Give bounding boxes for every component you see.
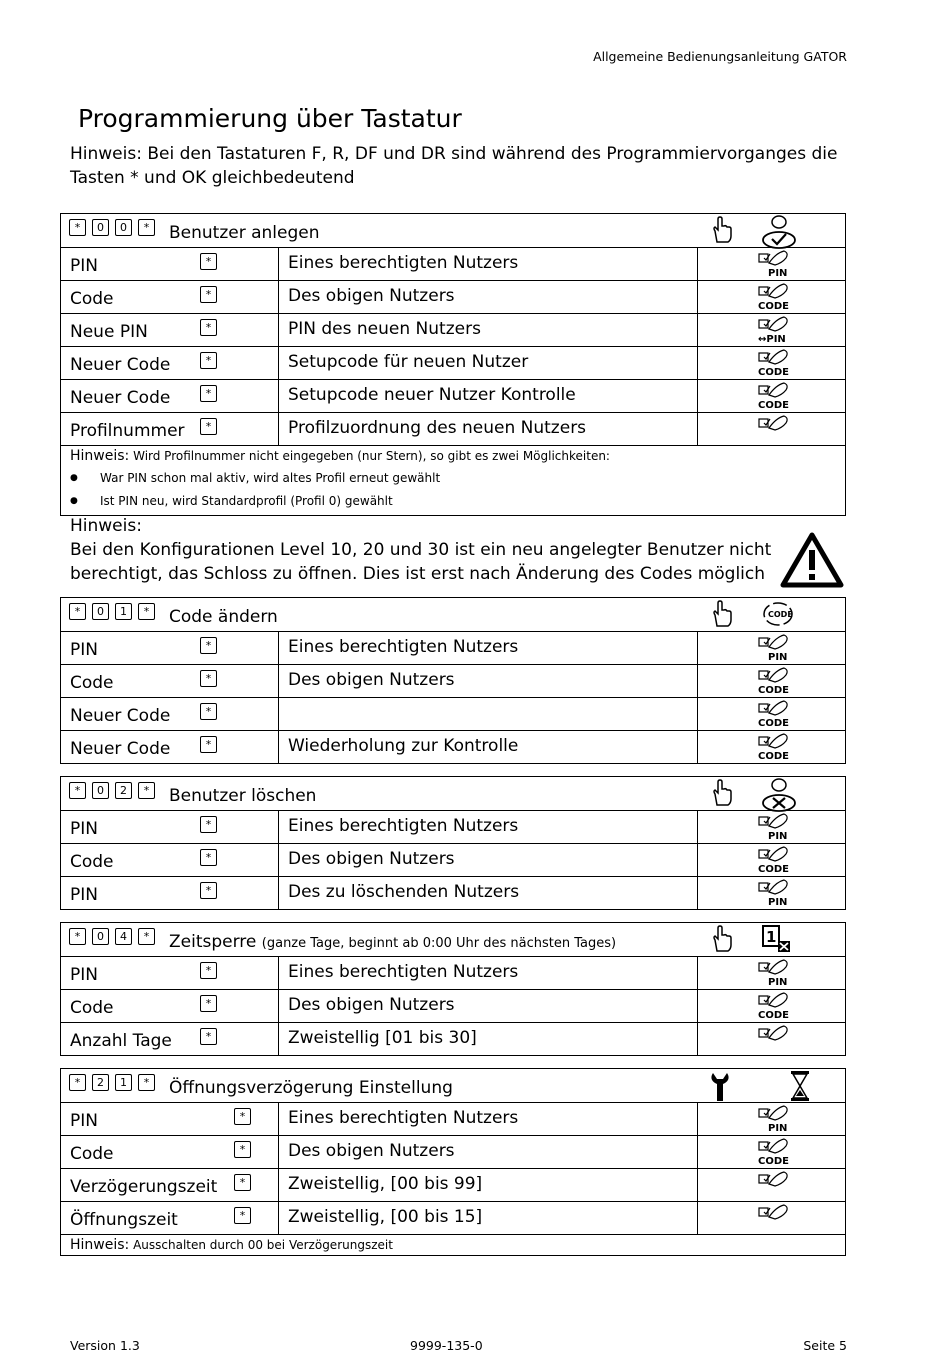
page-header: Allgemeine Bedienungsanleitung GATOR [593,49,847,64]
keypad-key: 0 [92,782,109,799]
section-table [60,213,846,516]
section-title-text: Benutzer löschen [169,786,317,806]
note-list [70,467,836,513]
section-table [60,776,846,910]
row-label: Code [70,998,114,1018]
row-description: Des obigen Nutzers [288,849,455,869]
keypad-key: * [200,418,217,435]
row-icon-cell [698,957,845,989]
time-lock-icon [761,924,793,958]
section-header [61,598,845,631]
table-row [61,247,845,280]
row-label: PIN [70,965,98,985]
key-sequence [69,1074,155,1091]
row-icon-cell [698,347,845,379]
keypad-entry-icon [756,666,796,700]
keypad-key: * [234,1108,251,1125]
hand-pointer-icon [709,600,735,632]
keypad-key: 2 [92,1074,109,1091]
row-icon-cell [698,698,845,730]
keypad-entry-icon [756,991,796,1025]
row-label-cell [61,844,279,876]
row-description: Eines berechtigten Nutzers [288,1108,519,1128]
keypad-key: * [200,816,217,833]
row-desc-cell [279,877,698,909]
keypad-key: * [200,995,217,1012]
row-icon-cell [698,1136,845,1168]
row-description: Eines berechtigten Nutzers [288,962,519,982]
keypad-key: * [234,1207,251,1224]
row-desc-cell [279,248,698,280]
keypad-entry-icon [756,381,796,415]
row-icon-cell [698,844,845,876]
warning-icon [780,532,844,588]
row-label-cell [61,347,279,379]
keypad-key: 0 [115,219,132,236]
row-icon-cell [698,314,845,346]
row-description: Des obigen Nutzers [288,995,455,1015]
table-row [61,412,845,445]
row-desc-cell [279,314,698,346]
keypad-key: * [200,882,217,899]
row-description: Des obigen Nutzers [288,286,455,306]
svg-text:CODE: CODE [768,610,793,619]
table-row [61,876,845,909]
section-title [169,786,316,806]
row-description: Zweistellig, [00 bis 15] [288,1207,483,1227]
row-label: PIN [70,640,98,660]
keypad-key: * [138,1074,155,1091]
keypad-key: 4 [115,928,132,945]
row-desc-cell [279,281,698,313]
row-label-cell [61,380,279,412]
table-row [61,1022,845,1055]
key-sequence [69,782,155,799]
row-description: Zweistellig, [00 bis 99] [288,1174,483,1194]
table-row [61,956,845,989]
keypad-entry-icon [756,1170,796,1204]
row-icon-cell [698,413,845,445]
keypad-key: * [234,1174,251,1191]
section-title-text: Benutzer anlegen [169,223,320,243]
row-desc-cell [279,698,698,730]
keypad-key: * [200,253,217,270]
list-item: ● Ist PIN neu, wird Standardprofil (Profil 0) gewählt [70,490,836,513]
footer-version: Version 1.3 [70,1338,140,1353]
keypad-key: 1 [115,603,132,620]
row-label-cell [61,248,279,280]
row-icon-cell [698,632,845,664]
row-desc-cell [279,380,698,412]
footer-page: Seite 5 [803,1338,847,1353]
note-text: Wird Profilnummer nicht eingegeben (nur Stern), so gibt es zwei Möglichkeiten: [133,449,610,463]
svg-text:PIN: PIN [768,977,788,988]
table-row [61,810,845,843]
intro-note: Hinweis: Bei den Tastaturen F, R, DF und DR sind während des Programmiervorganges die Tasten * und OK gleichbedeutend [70,144,838,188]
keypad-key: * [69,603,86,620]
keypad-key: * [200,670,217,687]
hand-pointer-icon [709,216,735,248]
row-desc-cell [279,413,698,445]
row-label-cell [61,281,279,313]
keypad-key: * [69,928,86,945]
keypad-entry-icon [756,315,796,349]
row-icon-cell [698,380,845,412]
row-label-cell [61,731,279,763]
keypad-key: * [234,1141,251,1158]
key-sequence [69,603,155,620]
svg-text:↔PIN: ↔PIN [758,334,786,345]
page-title: Programmierung über Tastatur [78,104,462,133]
keypad-key: * [138,603,155,620]
row-label: Neue PIN [70,322,148,342]
svg-text:PIN: PIN [768,652,788,663]
hand-pointer-icon [709,779,735,811]
row-desc-cell [279,1023,698,1055]
table-row [61,631,845,664]
row-label: Code [70,852,114,872]
row-label: Öffnungszeit [70,1210,178,1230]
row-desc-cell [279,1169,698,1201]
row-icon-cell [698,990,845,1022]
note-text: Ausschalten durch 00 bei Verzögerungszeit [133,1238,393,1252]
keypad-key: 1 [115,1074,132,1091]
section-title [169,223,320,243]
row-description: Zweistellig [01 bis 30] [288,1028,477,1048]
row-label: Anzahl Tage [70,1031,172,1051]
warning-label: Hinweis: [70,516,142,536]
section-header [61,1069,845,1102]
row-description: Profilzuordnung des neuen Nutzers [288,418,587,438]
svg-text:CODE: CODE [758,400,789,411]
keypad-entry-icon [756,633,796,667]
keypad-key: * [200,1028,217,1045]
keypad-entry-icon [756,282,796,316]
row-label-cell [61,314,279,346]
row-label: PIN [70,256,98,276]
keypad-entry-icon [756,249,796,283]
row-label-cell [61,698,279,730]
row-icon-cell [698,1103,845,1135]
table-row [61,1102,845,1135]
row-label-cell [61,1169,279,1201]
row-description: Setupcode für neuen Nutzer [288,352,529,372]
row-label: Profilnummer [70,421,185,441]
note-label: Hinweis: [70,448,130,464]
hourglass-icon [789,1070,811,1106]
row-icon-cell [698,811,845,843]
row-desc-cell [279,990,698,1022]
svg-text:CODE: CODE [758,718,789,729]
table-row [61,280,845,313]
keypad-entry-icon [756,958,796,992]
keypad-entry-icon [756,699,796,733]
section-header [61,214,845,247]
keypad-key: * [138,219,155,236]
section-title [169,607,278,627]
keypad-key: * [200,849,217,866]
keypad-key: * [200,385,217,402]
row-description: Eines berechtigten Nutzers [288,816,519,836]
keypad-key: * [200,962,217,979]
row-description: Des obigen Nutzers [288,670,455,690]
keypad-entry-icon [756,732,796,766]
svg-text:CODE: CODE [758,751,789,762]
row-label-cell [61,413,279,445]
keypad-key: * [138,782,155,799]
svg-text:CODE: CODE [758,1156,789,1167]
row-label-cell [61,990,279,1022]
row-desc-cell [279,632,698,664]
keypad-key: * [69,782,86,799]
row-label: Code [70,289,114,309]
table-row [61,697,845,730]
row-icon-cell [698,1202,845,1234]
svg-text:CODE: CODE [758,367,789,378]
keypad-key: 0 [92,219,109,236]
row-desc-cell [279,844,698,876]
row-label: PIN [70,885,98,905]
table-row [61,313,845,346]
code-change-icon [761,599,795,633]
row-label-cell [61,632,279,664]
row-desc-cell [279,1202,698,1234]
row-description: Eines berechtigten Nutzers [288,253,519,273]
section-table [60,922,846,1056]
table-row [61,1168,845,1201]
keypad-entry-icon [756,414,796,448]
table-row [61,1135,845,1168]
svg-text:CODE: CODE [758,864,789,875]
keypad-key: * [200,637,217,654]
row-desc-cell [279,731,698,763]
row-label-cell [61,811,279,843]
row-label: PIN [70,819,98,839]
keypad-key: 2 [115,782,132,799]
section-title [169,1078,453,1098]
table-row [61,664,845,697]
row-description: Des zu löschenden Nutzers [288,882,520,902]
warning-note [70,514,780,586]
svg-text:CODE: CODE [758,1010,789,1021]
svg-text:1: 1 [766,928,777,946]
wrench-icon [709,1071,731,1107]
row-icon-cell [698,281,845,313]
row-label: Code [70,673,114,693]
section-note [61,445,845,515]
section-note [61,1234,845,1255]
keypad-entry-icon [756,1203,796,1237]
keypad-entry-icon [756,1104,796,1138]
keypad-entry-icon [756,348,796,382]
footer-doc-number: 9999-135-0 [410,1338,483,1353]
row-label: PIN [70,1111,98,1131]
table-row [61,379,845,412]
svg-text:CODE: CODE [758,685,789,696]
keypad-entry-icon [756,812,796,846]
row-label-cell [61,1023,279,1055]
row-icon-cell [698,731,845,763]
keypad-key: * [200,736,217,753]
row-desc-cell [279,665,698,697]
row-label-cell [61,877,279,909]
row-icon-cell [698,877,845,909]
note-label: Hinweis: [70,1237,130,1253]
table-row [61,1201,845,1234]
section-title-text: Zeitsperre [169,932,257,952]
svg-text:PIN: PIN [768,831,788,842]
row-label-cell [61,1103,279,1135]
row-description: Eines berechtigten Nutzers [288,637,519,657]
row-label-cell [61,665,279,697]
row-icon-cell [698,665,845,697]
keypad-key: 0 [92,603,109,620]
list-item: ● War PIN schon mal aktiv, wird altes Profil erneut gewählt [70,467,836,490]
row-icon-cell [698,1169,845,1201]
row-label: Code [70,1144,114,1164]
keypad-key: * [69,219,86,236]
table-row [61,989,845,1022]
svg-text:CODE: CODE [758,301,789,312]
row-label: Verzögerungszeit [70,1177,218,1197]
hand-pointer-icon [709,925,735,957]
row-label-cell [61,1202,279,1234]
section-header [61,923,845,956]
row-desc-cell [279,957,698,989]
row-icon-cell [698,1023,845,1055]
row-label: Neuer Code [70,355,171,375]
table-row [61,346,845,379]
row-description: Wiederholung zur Kontrolle [288,736,519,756]
keypad-key: * [138,928,155,945]
table-row [61,730,845,763]
row-description: Setupcode neuer Nutzer Kontrolle [288,385,576,405]
row-description: PIN des neuen Nutzers [288,319,481,339]
section-title-text: Öffnungsverzögerung Einstellung [169,1078,453,1098]
warning-text: Bei den Konfigurationen Level 10, 20 und 30 ist ein neu angelegter Benutzer nicht berechtigt, das Schloss zu öffnen. Dies ist erst nach Änderung des Codes möglich [70,540,772,584]
table-row [61,843,845,876]
row-icon-cell [698,248,845,280]
svg-text:PIN: PIN [768,268,788,279]
row-label-cell [61,1136,279,1168]
row-label-cell [61,957,279,989]
keypad-key: 0 [92,928,109,945]
row-label: Neuer Code [70,739,171,759]
row-description: Des obigen Nutzers [288,1141,455,1161]
keypad-key: * [200,352,217,369]
keypad-entry-icon [756,845,796,879]
row-label: Neuer Code [70,388,171,408]
section-title [169,932,616,952]
row-desc-cell [279,1136,698,1168]
section-subtitle: (ganze Tage, beginnt ab 0:00 Uhr des nächsten Tages) [261,936,617,951]
row-desc-cell [279,1103,698,1135]
row-label: Neuer Code [70,706,171,726]
row-desc-cell [279,811,698,843]
keypad-key: * [200,703,217,720]
section-table [60,597,846,764]
section-header [61,777,845,810]
keypad-entry-icon [756,1137,796,1171]
keypad-entry-icon [756,878,796,912]
keypad-key: * [200,319,217,336]
keypad-entry-icon [756,1024,796,1058]
svg-text:PIN: PIN [768,897,788,908]
section-table [60,1068,846,1256]
row-desc-cell [279,347,698,379]
key-sequence [69,928,155,945]
section-title-text: Code ändern [169,607,278,627]
keypad-key: * [69,1074,86,1091]
svg-text:PIN: PIN [768,1123,788,1134]
keypad-key: * [200,286,217,303]
key-sequence [69,219,155,236]
